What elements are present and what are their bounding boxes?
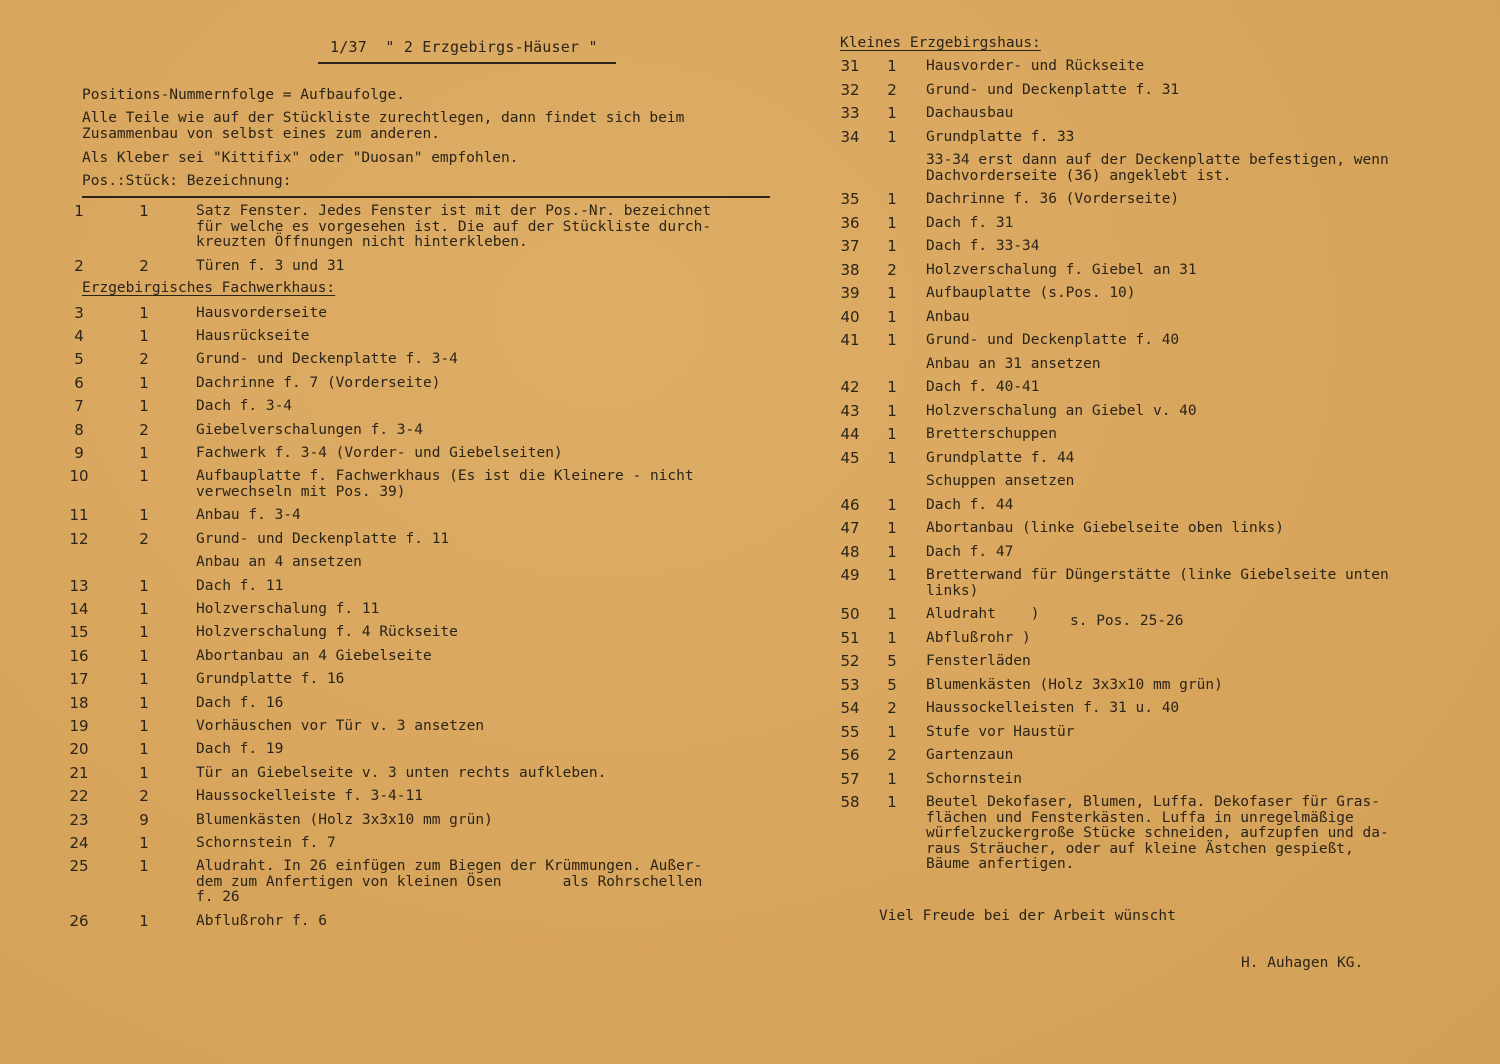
position-number: 7 xyxy=(74,397,84,416)
position-number: 10 xyxy=(69,467,89,486)
quantity: 2 xyxy=(139,420,149,439)
part-description: Beutel Dekofaser, Blumen, Luffa. Dekofaser für Gras- flächen und Fensterkästen. Luffa in unregelmäßige würfelzuckergroße Stücke schneiden, aufzupfen und da- raus Sträucher, oder auf kleine Ästchen gespießt, Bäume anfertigen. xyxy=(926,794,1389,872)
part-description: Dach f. 47 xyxy=(926,543,1014,560)
signature: H. Auhagen KG. xyxy=(1241,955,1364,971)
quantity: 5 xyxy=(887,652,897,670)
part-description: Dachrinne f. 36 (Vorderseite) xyxy=(926,191,1180,207)
quantity: 1 xyxy=(887,793,897,811)
quantity: 5 xyxy=(887,675,897,694)
position-number: 11 xyxy=(69,506,89,525)
quantity: 1 xyxy=(139,443,149,462)
part-description: Grund- und Deckenplatte f. 31 xyxy=(926,81,1180,98)
quantity: 1 xyxy=(887,190,897,208)
position-number: 45 xyxy=(840,448,860,467)
quantity: 1 xyxy=(887,57,897,75)
quantity: 9 xyxy=(139,810,149,829)
position-number: 37 xyxy=(840,237,860,255)
position-number: 1 xyxy=(74,202,84,220)
position-number: 34 xyxy=(840,127,860,146)
position-number: 26 xyxy=(69,911,89,930)
part-description: Dachrinne f. 7 (Vorderseite) xyxy=(196,374,441,391)
quantity: 1 xyxy=(139,326,149,345)
part-description: Dach f. 19 xyxy=(196,741,284,758)
part-description: Abflußrohr f. 6 xyxy=(196,912,327,929)
quantity: 1 xyxy=(887,213,897,232)
part-description: Hausvorder- und Rückseite xyxy=(926,58,1145,74)
part-description: Anbau f. 3-4 xyxy=(196,507,301,524)
part-description: Hausrückseite xyxy=(196,327,310,344)
position-number: 51 xyxy=(840,628,860,647)
quantity: 2 xyxy=(887,699,897,717)
brace-note: s. Pos. 25-26 xyxy=(1070,613,1184,629)
position-number: 8 xyxy=(74,420,84,439)
quantity: 1 xyxy=(887,542,897,561)
part-description: Aufbauplatte (s.Pos. 10) xyxy=(926,285,1136,301)
position-number: 20 xyxy=(69,740,89,759)
header-rule xyxy=(82,196,770,198)
position-number: 2 xyxy=(74,256,84,275)
quantity: 1 xyxy=(139,693,149,712)
quantity: 1 xyxy=(887,127,897,146)
quantity: 1 xyxy=(139,623,149,642)
part-description: Grundplatte f. 44 xyxy=(926,449,1075,466)
intro-line-2: Alle Teile wie auf der Stückliste zurechtlegen, dann findet sich beim Zusammenbau von selbst eines zum anderen. xyxy=(82,110,685,142)
position-number: 43 xyxy=(840,401,860,420)
position-number: 44 xyxy=(840,425,860,443)
part-description: Anbau an 31 ansetzen xyxy=(926,355,1101,372)
quantity: 1 xyxy=(139,599,149,618)
position-number: 15 xyxy=(69,623,89,642)
part-description: Fachwerk f. 3-4 (Vorder- und Giebelseiten) xyxy=(196,444,563,461)
position-number: 57 xyxy=(840,769,860,788)
quantity: 2 xyxy=(139,350,149,369)
part-description: Holzverschalung f. 11 xyxy=(196,600,380,617)
section-heading-kleines-haus: Kleines Erzgebirgshaus: xyxy=(840,35,1041,51)
quantity: 1 xyxy=(139,763,149,782)
quantity: 1 xyxy=(887,284,897,302)
quantity: 1 xyxy=(887,401,897,420)
part-description: Dachausbau xyxy=(926,105,1014,121)
position-number: 25 xyxy=(69,857,89,876)
position-number: 21 xyxy=(69,763,89,782)
quantity: 1 xyxy=(887,331,897,349)
part-description: Abortanbau an 4 Giebelseite xyxy=(196,647,432,664)
quantity: 1 xyxy=(887,448,897,467)
part-description: Anbau xyxy=(926,308,970,325)
position-number: 47 xyxy=(840,519,860,537)
position-number: 16 xyxy=(69,646,89,665)
quantity: 1 xyxy=(139,833,149,852)
position-number: 46 xyxy=(840,495,860,514)
title-underline xyxy=(318,62,616,64)
position-number: 40 xyxy=(840,307,860,326)
position-number: 5 xyxy=(74,350,84,369)
position-number: 38 xyxy=(840,260,860,279)
position-number: 48 xyxy=(840,542,860,561)
position-number: 9 xyxy=(74,443,84,462)
position-number: 24 xyxy=(69,833,89,852)
section-heading-fachwerkhaus: Erzgebirgisches Fachwerkhaus: xyxy=(82,280,336,296)
closing-text: Viel Freude bei der Arbeit wünscht xyxy=(879,908,1176,924)
quantity: 1 xyxy=(139,506,149,525)
part-description: Giebelverschalungen f. 3-4 xyxy=(196,421,423,438)
position-number: 58 xyxy=(840,793,860,811)
part-description: Vorhäuschen vor Tür v. 3 ansetzen xyxy=(196,717,485,734)
part-description: Dach f. 40-41 xyxy=(926,379,1040,395)
quantity: 1 xyxy=(139,303,149,322)
part-description: Dach f. 16 xyxy=(196,694,284,711)
position-number: 55 xyxy=(840,722,860,741)
quantity: 2 xyxy=(139,529,149,548)
position-number: 23 xyxy=(69,810,89,829)
position-number: 33 xyxy=(840,104,860,122)
position-number: 50 xyxy=(840,605,860,623)
intro-line-1: Positions-Nummernfolge = Aufbaufolge. xyxy=(82,87,406,103)
position-number: 22 xyxy=(69,787,89,806)
part-description: Gartenzaun xyxy=(926,747,1014,763)
part-description: Grundplatte f. 33 xyxy=(926,128,1075,145)
part-description: Abflußrohr ) xyxy=(926,629,1031,646)
quantity: 1 xyxy=(887,605,897,623)
position-number: 3 xyxy=(74,303,84,322)
position-number: 41 xyxy=(840,331,860,349)
part-description: Dach f. 3-4 xyxy=(196,398,293,415)
part-description: Abortanbau (linke Giebelseite oben links) xyxy=(926,520,1284,536)
position-number: 52 xyxy=(840,652,860,670)
intro-line-3: Als Kleber sei "Kittifix" oder "Duosan" empfohlen. xyxy=(82,150,519,166)
position-number: 54 xyxy=(840,699,860,717)
position-number: 13 xyxy=(69,576,89,595)
part-description: Dach f. 11 xyxy=(196,577,284,594)
part-description: Stufe vor Haustür xyxy=(926,723,1075,740)
quantity: 1 xyxy=(139,467,149,486)
quantity: 2 xyxy=(139,787,149,806)
quantity: 1 xyxy=(887,566,897,584)
quantity: 1 xyxy=(887,307,897,326)
quantity: 1 xyxy=(139,911,149,930)
part-description: Tür an Giebelseite v. 3 unten rechts aufkleben. xyxy=(196,764,607,781)
part-description: 33-34 erst dann auf der Deckenplatte befestigen, wenn Dachvorderseite (36) angeklebt ist. xyxy=(926,152,1389,184)
quantity: 1 xyxy=(139,397,149,416)
quantity: 2 xyxy=(887,260,897,279)
part-description: Aufbauplatte f. Fachwerkhaus (Es ist die Kleinere - nicht verwechseln mit Pos. 39) xyxy=(196,468,694,500)
part-description: Blumenkästen (Holz 3x3x10 mm grün) xyxy=(196,811,493,828)
part-description: Dach f. 44 xyxy=(926,496,1014,513)
position-number: 19 xyxy=(69,716,89,735)
part-description: Grund- und Deckenplatte f. 11 xyxy=(196,530,450,547)
position-number: 4 xyxy=(74,326,84,345)
quantity: 1 xyxy=(139,670,149,689)
quantity: 2 xyxy=(887,746,897,764)
quantity: 1 xyxy=(139,857,149,876)
position-number: 32 xyxy=(840,80,860,99)
part-description: Aludraht ) xyxy=(926,606,1040,622)
part-description: Grundplatte f. 16 xyxy=(196,671,345,688)
part-description: Blumenkästen (Holz 3x3x10 mm grün) xyxy=(926,676,1223,693)
quantity: 2 xyxy=(887,80,897,99)
part-description: Schornstein xyxy=(926,770,1023,787)
quantity: 1 xyxy=(887,104,897,122)
part-description: Bretterwand für Düngerstätte (linke Giebelseite unten links) xyxy=(926,567,1389,599)
position-number: 35 xyxy=(840,190,860,208)
part-description: Bretterschuppen xyxy=(926,426,1057,442)
quantity: 1 xyxy=(139,740,149,759)
quantity: 1 xyxy=(887,769,897,788)
quantity: 1 xyxy=(887,378,897,396)
quantity: 1 xyxy=(887,519,897,537)
part-description: Hausvorderseite xyxy=(196,304,327,321)
quantity: 1 xyxy=(887,722,897,741)
part-description: Schornstein f. 7 xyxy=(196,834,336,851)
quantity: 1 xyxy=(887,237,897,255)
part-description: Fensterläden xyxy=(926,653,1031,669)
part-description: Satz Fenster. Jedes Fenster ist mit der Pos.-Nr. bezeichnet für welche es vorgesehen ist. Die auf der Stückliste durch- kreuzten Öffnungen nicht hinterkleben. xyxy=(196,203,712,250)
quantity: 2 xyxy=(139,256,149,275)
quantity: 1 xyxy=(139,576,149,595)
position-number: 36 xyxy=(840,213,860,232)
position-number: 18 xyxy=(69,693,89,712)
position-number: 56 xyxy=(840,746,860,764)
part-description: Dach f. 31 xyxy=(926,214,1014,231)
quantity: 1 xyxy=(139,646,149,665)
part-description: Holzverschalung an Giebel v. 40 xyxy=(926,402,1197,419)
position-number: 12 xyxy=(69,529,89,548)
part-description: Schuppen ansetzen xyxy=(926,473,1075,489)
part-description: Türen f. 3 und 31 xyxy=(196,257,345,274)
part-description: Haussockelleisten f. 31 u. 40 xyxy=(926,700,1180,716)
part-description: Dach f. 33-34 xyxy=(926,238,1040,254)
quantity: 1 xyxy=(887,425,897,443)
position-number: 42 xyxy=(840,378,860,396)
part-description: Anbau an 4 ansetzen xyxy=(196,554,362,571)
quantity: 1 xyxy=(139,202,149,220)
part-description: Holzverschalung f. Giebel an 31 xyxy=(926,261,1197,278)
part-description: Grund- und Deckenplatte f. 3-4 xyxy=(196,351,458,368)
position-number: 14 xyxy=(69,599,89,618)
quantity: 1 xyxy=(887,628,897,647)
position-number: 53 xyxy=(840,675,860,694)
quantity: 1 xyxy=(139,373,149,392)
part-description: Aludraht. In 26 einfügen zum Biegen der Krümmungen. Außer- dem zum Anfertigen von kleinen Ösen als Rohrschellen f. 26 xyxy=(196,858,703,906)
part-description: Holzverschalung f. 4 Rückseite xyxy=(196,624,458,641)
part-description: Grund- und Deckenplatte f. 40 xyxy=(926,332,1180,348)
quantity: 1 xyxy=(887,495,897,514)
position-number: 49 xyxy=(840,566,860,584)
position-number: 31 xyxy=(840,57,860,75)
position-number: 39 xyxy=(840,284,860,302)
position-number: 17 xyxy=(69,670,89,689)
part-description: Haussockelleiste f. 3-4-11 xyxy=(196,788,423,805)
table-header: Pos.:Stück: Bezeichnung: xyxy=(82,173,292,189)
document-title: 1/37 " 2 Erzgebirgs-Häuser " xyxy=(330,38,598,56)
quantity: 1 xyxy=(139,716,149,735)
position-number: 6 xyxy=(74,373,84,392)
